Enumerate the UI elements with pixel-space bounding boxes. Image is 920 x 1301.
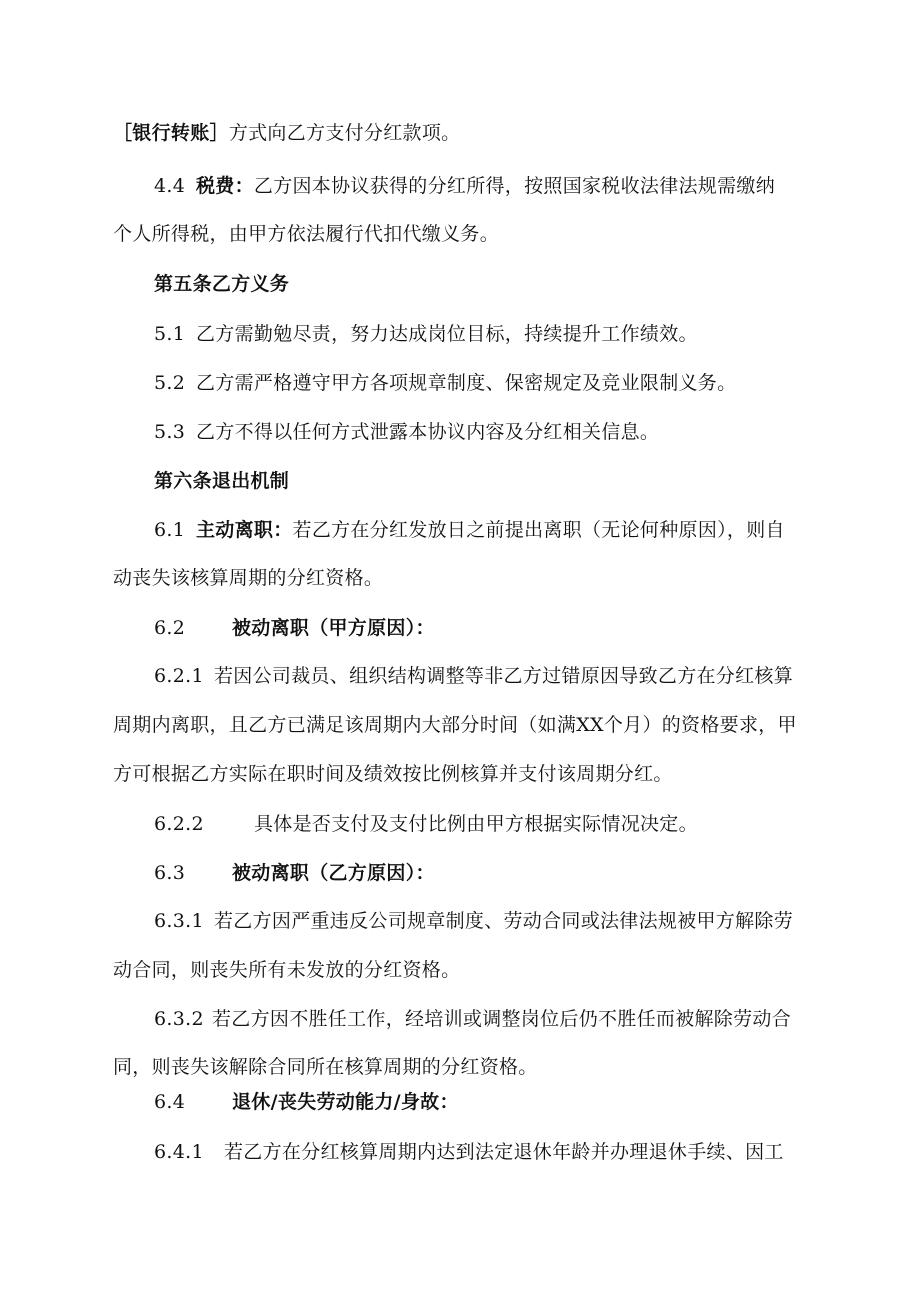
paragraph-line xyxy=(113,222,499,246)
clause-number: 6.2 xyxy=(154,617,186,639)
heading-text: 第六条退出机制 xyxy=(154,470,290,492)
paragraph-line xyxy=(113,1055,538,1079)
clause-number: 6.3 xyxy=(154,862,186,884)
clause-text: 若乙方因不胜任工作，经培训或调整岗位后仍不胜任而被解除劳动合 xyxy=(212,1008,792,1030)
clause-number: 6.4.1 xyxy=(154,1141,204,1163)
clause-4-4 xyxy=(154,174,775,198)
clause-text: 若乙方因严重违反公司规章制度、劳动合同或法律法规被甲方解除劳 xyxy=(214,910,794,932)
bank-transfer-term: ［银行转账］ xyxy=(113,122,229,144)
clause-text: 乙方不得以任何方式泄露本协议内容及分红相关信息。 xyxy=(196,421,660,443)
line-text: 方可根据乙方实际在职时间及绩效按比例核算并支付该周期分红。 xyxy=(113,763,673,785)
clause-number: 6.3.2 xyxy=(154,1008,204,1030)
clause-text: 若乙方在分红核算周期内达到法定退休年龄并办理退休手续、因工 xyxy=(224,1141,784,1163)
line-text: 同，则丧失该解除合同所在核算周期的分红资格。 xyxy=(113,1056,538,1078)
clause-text: 若因公司裁员、组织结构调整等非乙方过错原因导致乙方在分红核算 xyxy=(214,665,794,687)
clause-6-2-1 xyxy=(154,664,793,688)
clause-label: 主动离职： xyxy=(196,519,293,541)
line-text: 动合同，则丧失所有未发放的分红资格。 xyxy=(113,959,461,981)
heading-text: 第五条乙方义务 xyxy=(154,273,290,295)
clause-text: 乙方因本协议获得的分红所得，按照国家税收法律法规需缴纳 xyxy=(253,175,776,197)
clause-number: 5.1 xyxy=(154,323,186,345)
line-text: 方式向乙方支付分红款项。 xyxy=(228,122,461,144)
paragraph-line xyxy=(113,762,673,786)
line-text: 个人所得税，由甲方依法履行代扣代缴义务。 xyxy=(113,223,500,245)
clause-number: 6.3.1 xyxy=(154,910,204,932)
clause-6-3-1 xyxy=(154,909,793,933)
clause-5-2 xyxy=(154,371,736,395)
article-5-heading xyxy=(154,272,289,296)
clause-label: 退休/丧失劳动能力/身故： xyxy=(232,1091,459,1113)
clause-6-2 xyxy=(154,616,435,640)
line-text: 动丧失该核算周期的分红资格。 xyxy=(113,567,384,589)
clause-5-1 xyxy=(154,322,698,346)
clause-text: 乙方需严格遵守甲方各项规章制度、保密规定及竞业限制义务。 xyxy=(196,372,737,394)
article-6-heading xyxy=(154,469,289,493)
clause-label: 被动离职（甲方原因）： xyxy=(232,617,435,639)
clause-label: 被动离职（乙方原因）： xyxy=(232,862,435,884)
clause-6-3-2 xyxy=(154,1007,791,1031)
clause-number: 6.4 xyxy=(154,1091,186,1113)
clause-6-2-2 xyxy=(154,812,698,836)
clause-number: 4.4 xyxy=(154,175,186,197)
clause-6-3 xyxy=(154,861,435,885)
clause-6-4 xyxy=(154,1090,459,1114)
paragraph-line xyxy=(113,958,460,982)
clause-text: 乙方需勤勉尽责，努力达成岗位目标，持续提升工作绩效。 xyxy=(196,323,698,345)
clause-6-4-1 xyxy=(154,1140,784,1164)
clause-number: 6.2.2 xyxy=(154,813,204,835)
clause-number: 5.3 xyxy=(154,421,186,443)
paragraph-line xyxy=(113,121,460,145)
clause-5-3 xyxy=(154,420,659,444)
paragraph-line xyxy=(113,566,383,590)
clause-6-1 xyxy=(154,518,785,542)
line-text: 周期内离职，且乙方已满足该周期内大部分时间（如满XX个月）的资格要求，甲 xyxy=(113,714,797,736)
clause-label: 税费： xyxy=(196,175,254,197)
clause-number: 6.2.1 xyxy=(154,665,204,687)
clause-number: 5.2 xyxy=(154,372,186,394)
paragraph-line xyxy=(113,713,797,737)
clause-text: 具体是否支付及支付比例由甲方根据实际情况决定。 xyxy=(254,813,698,835)
clause-number: 6.1 xyxy=(154,519,186,541)
clause-text: 若乙方在分红发放日之前提出离职（无论何种原因），则自 xyxy=(292,519,785,541)
